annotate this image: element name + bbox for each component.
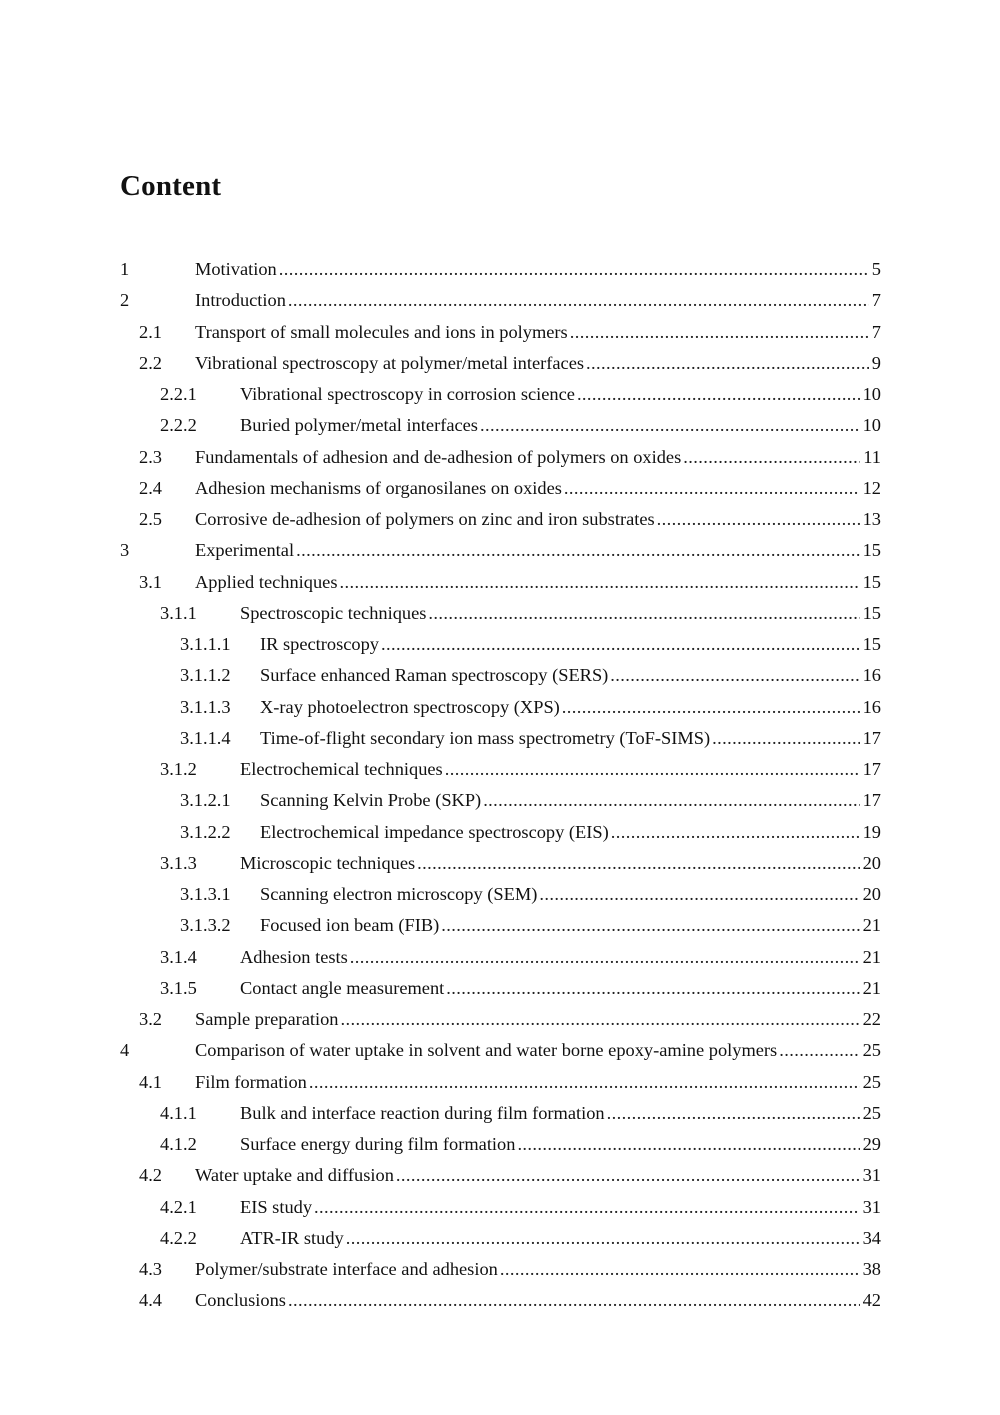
toc-entry-page-number: 31 bbox=[862, 1196, 881, 1217]
toc-entry-body bbox=[240, 1129, 881, 1160]
toc-entry-body bbox=[260, 817, 881, 848]
toc-entry-body bbox=[260, 629, 881, 660]
toc-entry-page-number: 25 bbox=[862, 1040, 881, 1061]
toc-entry-page-number: 42 bbox=[862, 1290, 881, 1311]
toc-dot-leader bbox=[428, 598, 859, 629]
toc-entry[interactable] bbox=[0, 317, 1000, 348]
toc-entry-page-number: 19 bbox=[862, 821, 881, 842]
toc-entry[interactable] bbox=[0, 535, 1000, 566]
toc-entry[interactable] bbox=[0, 942, 1000, 973]
toc-entry-number: 4.2.1 bbox=[160, 1196, 197, 1217]
toc-entry-body bbox=[260, 910, 881, 941]
toc-entry-page-number: 38 bbox=[862, 1259, 881, 1279]
toc-entry-number: 2.2.1 bbox=[160, 384, 197, 404]
toc-entry-label: Scanning Kelvin Probe (SKP) bbox=[260, 790, 482, 811]
toc-entry-page-number: 10 bbox=[862, 384, 881, 404]
toc-entry-label: Applied techniques bbox=[195, 571, 338, 592]
toc-entry-label: X-ray photoelectron spectroscopy (XPS) bbox=[260, 696, 560, 717]
toc-entry-number: 3.1.5 bbox=[160, 977, 197, 998]
toc-entry-label: Motivation bbox=[195, 259, 277, 279]
toc-dot-leader bbox=[350, 942, 860, 973]
toc-entry[interactable] bbox=[0, 1004, 1000, 1035]
toc-entry-label: Corrosive de-adhesion of polymers on zinc and iron substrates bbox=[195, 509, 655, 529]
toc-entry-page-number: 9 bbox=[871, 352, 881, 373]
toc-dot-leader bbox=[288, 1285, 860, 1316]
toc-dot-leader bbox=[586, 348, 869, 379]
toc-dot-leader bbox=[381, 629, 860, 660]
toc-entry[interactable] bbox=[0, 817, 1000, 848]
toc-dot-leader bbox=[296, 535, 860, 566]
toc-dot-leader bbox=[441, 910, 859, 941]
toc-entry-number: 3.1.1.1 bbox=[180, 634, 231, 654]
toc-entry-body bbox=[195, 348, 881, 379]
toc-entry-page-number: 10 bbox=[862, 415, 881, 436]
toc-entry-body bbox=[195, 285, 881, 316]
toc-dot-leader bbox=[564, 473, 860, 504]
toc-entry-label: Microscopic techniques bbox=[240, 852, 416, 873]
toc-entry-label: Comparison of water uptake in solvent and water borne epoxy-amine polymers bbox=[195, 1040, 778, 1061]
toc-entry-body bbox=[195, 317, 881, 348]
toc-dot-leader bbox=[611, 817, 860, 848]
toc-dot-leader bbox=[445, 754, 860, 785]
toc-entry-page-number: 17 bbox=[862, 790, 881, 811]
toc-entry-page-number: 17 bbox=[862, 727, 881, 748]
toc-dot-leader bbox=[446, 973, 859, 1004]
toc-entry[interactable] bbox=[0, 1129, 1000, 1160]
toc-dot-leader bbox=[539, 879, 859, 910]
toc-entry-number: 1 bbox=[120, 259, 130, 279]
toc-entry-body bbox=[240, 379, 881, 410]
toc-dot-leader bbox=[712, 723, 860, 754]
toc-entry-label: Spectroscopic techniques bbox=[240, 602, 427, 623]
toc-entry[interactable] bbox=[0, 379, 1000, 410]
toc-entry-body bbox=[240, 848, 881, 879]
toc-entry-body bbox=[195, 1254, 881, 1285]
toc-entry-body bbox=[240, 973, 881, 1004]
toc-entry-label: EIS study bbox=[240, 1196, 313, 1217]
toc-entry-label: Sample preparation bbox=[195, 1009, 339, 1029]
toc-entry-number: 2.2 bbox=[139, 352, 162, 373]
toc-entry-number: 3.1.1.3 bbox=[180, 696, 231, 717]
toc-entry-number: 4.1 bbox=[139, 1071, 162, 1092]
toc-dot-leader bbox=[570, 317, 869, 348]
toc-entry-number: 4.1.2 bbox=[160, 1134, 197, 1154]
toc-entry-number: 4 bbox=[120, 1040, 130, 1061]
toc-entry-body bbox=[195, 254, 881, 285]
toc-dot-leader bbox=[346, 1223, 860, 1254]
toc-entry-number: 3.1.1 bbox=[160, 602, 197, 623]
toc-entry-body bbox=[195, 473, 881, 504]
toc-entry-label: Electrochemical impedance spectroscopy (EIS) bbox=[260, 821, 609, 842]
toc-dot-leader bbox=[417, 848, 859, 879]
toc-entry[interactable] bbox=[0, 1160, 1000, 1191]
toc-dot-leader bbox=[340, 567, 860, 598]
toc-entry[interactable] bbox=[0, 692, 1000, 723]
toc-entry-number: 2 bbox=[120, 290, 130, 311]
toc-entry-label: Bulk and interface reaction during film formation bbox=[240, 1102, 605, 1123]
toc-entry[interactable] bbox=[0, 473, 1000, 504]
toc-entry-number: 4.2.2 bbox=[160, 1227, 197, 1248]
toc-entry-body bbox=[240, 942, 881, 973]
toc-entry[interactable] bbox=[0, 1098, 1000, 1129]
toc-dot-leader bbox=[607, 1098, 860, 1129]
toc-entry[interactable] bbox=[0, 1285, 1000, 1316]
toc-entry-page-number: 12 bbox=[862, 477, 881, 498]
toc-entry-label: IR spectroscopy bbox=[260, 634, 380, 654]
toc-entry[interactable] bbox=[0, 598, 1000, 629]
toc-entry-page-number: 16 bbox=[862, 696, 881, 717]
toc-entry-number: 3.1.2.2 bbox=[180, 821, 231, 842]
toc-entry-page-number: 20 bbox=[862, 852, 881, 873]
toc-entry-number: 3.1.2.1 bbox=[180, 790, 231, 811]
toc-dot-leader bbox=[657, 504, 860, 535]
toc-entry-page-number: 25 bbox=[862, 1102, 881, 1123]
toc-entry-body bbox=[195, 1285, 881, 1316]
toc-dot-leader bbox=[288, 285, 869, 316]
toc-entry-body bbox=[195, 1035, 881, 1066]
toc-entry-page-number: 34 bbox=[862, 1227, 881, 1248]
toc-dot-leader bbox=[577, 379, 860, 410]
toc-entry[interactable] bbox=[0, 723, 1000, 754]
toc-entry-page-number: 5 bbox=[871, 259, 881, 279]
toc-entry-label: Buried polymer/metal interfaces bbox=[240, 415, 478, 436]
toc-entry-page-number: 13 bbox=[862, 509, 881, 529]
toc-dot-leader bbox=[480, 410, 860, 441]
toc-entry-body bbox=[240, 1098, 881, 1129]
toc-entry[interactable] bbox=[0, 348, 1000, 379]
toc-entry-number: 4.1.1 bbox=[160, 1102, 197, 1123]
toc-entry-body bbox=[195, 535, 881, 566]
toc-entry-page-number: 15 bbox=[862, 634, 881, 654]
toc-entry[interactable] bbox=[0, 504, 1000, 535]
toc-entry-number: 2.1 bbox=[139, 321, 162, 342]
toc-entry-body bbox=[240, 1192, 881, 1223]
toc-entry-body bbox=[260, 660, 881, 691]
toc-entry-body bbox=[260, 879, 881, 910]
toc-entry[interactable] bbox=[0, 254, 1000, 285]
toc-entry-body bbox=[240, 410, 881, 441]
toc-dot-leader bbox=[314, 1192, 860, 1223]
toc-dot-leader bbox=[500, 1254, 860, 1285]
toc-entry-page-number: 21 bbox=[862, 915, 881, 936]
toc-entry[interactable] bbox=[0, 973, 1000, 1004]
toc-entry-number: 2.4 bbox=[139, 477, 162, 498]
toc-entry-body bbox=[260, 785, 881, 816]
table-of-contents bbox=[0, 254, 1000, 1317]
toc-dot-leader bbox=[279, 254, 869, 285]
toc-dot-leader bbox=[683, 442, 860, 473]
toc-entry-page-number: 21 bbox=[862, 977, 881, 998]
toc-entry[interactable] bbox=[0, 910, 1000, 941]
toc-entry-page-number: 11 bbox=[863, 446, 881, 467]
toc-entry-label: Vibrational spectroscopy at polymer/metal interfaces bbox=[195, 352, 585, 373]
toc-entry[interactable] bbox=[0, 629, 1000, 660]
toc-entry-body bbox=[195, 504, 881, 535]
toc-entry-number: 2.3 bbox=[139, 446, 162, 467]
toc-entry-label: Focused ion beam (FIB) bbox=[260, 915, 440, 936]
toc-entry-body bbox=[240, 598, 881, 629]
toc-entry[interactable] bbox=[0, 785, 1000, 816]
toc-dot-leader bbox=[779, 1035, 859, 1066]
toc-entry-number: 3.1.1.2 bbox=[180, 665, 231, 686]
toc-entry-page-number: 16 bbox=[862, 665, 881, 686]
toc-entry-label: Contact angle measurement bbox=[240, 977, 445, 998]
toc-entry[interactable] bbox=[0, 660, 1000, 691]
toc-entry-label: Conclusions bbox=[195, 1290, 286, 1311]
toc-entry-body bbox=[260, 692, 881, 723]
toc-entry-body bbox=[240, 1223, 881, 1254]
toc-entry-number: 3.1.3.2 bbox=[180, 915, 231, 936]
toc-entry-number: 2.5 bbox=[139, 509, 162, 529]
toc-entry-body bbox=[195, 442, 881, 473]
toc-entry-body bbox=[195, 1004, 881, 1035]
toc-entry-body bbox=[195, 1067, 881, 1098]
toc-entry[interactable] bbox=[0, 1067, 1000, 1098]
toc-entry-number: 3 bbox=[120, 540, 130, 561]
toc-dot-leader bbox=[562, 692, 860, 723]
toc-entry-label: Surface enhanced Raman spectroscopy (SERS) bbox=[260, 665, 609, 686]
toc-entry-label: Time-of-flight secondary ion mass spectrometry (ToF-SIMS) bbox=[260, 727, 711, 748]
toc-entry-number: 2.2.2 bbox=[160, 415, 197, 436]
toc-entry-number: 3.1.2 bbox=[160, 759, 197, 779]
toc-entry-number: 3.1.3 bbox=[160, 852, 197, 873]
toc-entry-body bbox=[195, 1160, 881, 1191]
toc-entry-number: 4.4 bbox=[139, 1290, 162, 1311]
toc-entry-page-number: 7 bbox=[871, 290, 881, 311]
toc-dot-leader bbox=[610, 660, 859, 691]
toc-entry[interactable] bbox=[0, 285, 1000, 316]
toc-entry-page-number: 25 bbox=[862, 1071, 881, 1092]
toc-entry[interactable] bbox=[0, 1223, 1000, 1254]
toc-entry-page-number: 21 bbox=[862, 946, 881, 967]
toc-entry[interactable] bbox=[0, 1035, 1000, 1066]
toc-dot-leader bbox=[483, 785, 859, 816]
toc-entry-label: Water uptake and diffusion bbox=[195, 1165, 394, 1186]
toc-entry-number: 3.1.3.1 bbox=[180, 884, 231, 904]
toc-entry[interactable] bbox=[0, 848, 1000, 879]
toc-entry-page-number: 7 bbox=[871, 321, 881, 342]
toc-entry[interactable] bbox=[0, 410, 1000, 441]
toc-entry-label: Electrochemical techniques bbox=[240, 759, 443, 779]
toc-entry[interactable] bbox=[0, 754, 1000, 785]
toc-entry-label: Surface energy during film formation bbox=[240, 1134, 516, 1154]
toc-entry-page-number: 22 bbox=[862, 1009, 881, 1029]
toc-entry-number: 3.1.4 bbox=[160, 946, 197, 967]
toc-entry-page-number: 29 bbox=[862, 1134, 881, 1154]
toc-dot-leader bbox=[396, 1160, 860, 1191]
toc-entry-label: Vibrational spectroscopy in corrosion science bbox=[240, 384, 575, 404]
toc-entry-page-number: 15 bbox=[862, 540, 881, 561]
toc-dot-leader bbox=[341, 1004, 860, 1035]
toc-entry[interactable] bbox=[0, 879, 1000, 910]
toc-entry-label: Introduction bbox=[195, 290, 286, 311]
toc-entry-number: 3.2 bbox=[139, 1009, 162, 1029]
toc-entry-number: 3.1.1.4 bbox=[180, 727, 231, 748]
page-title: Content bbox=[120, 170, 222, 202]
toc-entry-label: ATR-IR study bbox=[240, 1227, 344, 1248]
toc-entry-label: Fundamentals of adhesion and de-adhesion of polymers on oxides bbox=[195, 446, 682, 467]
toc-entry-body bbox=[240, 754, 881, 785]
toc-entry-body bbox=[195, 567, 881, 598]
toc-entry-label: Film formation bbox=[195, 1071, 307, 1092]
toc-entry-page-number: 31 bbox=[862, 1165, 881, 1186]
toc-entry-label: Experimental bbox=[195, 540, 295, 561]
toc-dot-leader bbox=[517, 1129, 859, 1160]
toc-entry[interactable] bbox=[0, 567, 1000, 598]
toc-entry-label: Adhesion tests bbox=[240, 946, 348, 967]
toc-entry-number: 4.2 bbox=[139, 1165, 162, 1186]
toc-entry-page-number: 15 bbox=[862, 602, 881, 623]
toc-entry[interactable] bbox=[0, 1254, 1000, 1285]
toc-entry[interactable] bbox=[0, 1192, 1000, 1223]
toc-entry-label: Adhesion mechanisms of organosilanes on oxides bbox=[195, 477, 562, 498]
toc-entry-number: 3.1 bbox=[139, 571, 162, 592]
toc-entry-label: Scanning electron microscopy (SEM) bbox=[260, 884, 538, 904]
toc-entry-label: Polymer/substrate interface and adhesion bbox=[195, 1259, 498, 1279]
toc-entry-page-number: 15 bbox=[862, 571, 881, 592]
toc-entry-page-number: 17 bbox=[862, 759, 881, 779]
toc-entry-number: 4.3 bbox=[139, 1259, 162, 1279]
toc-entry-body bbox=[260, 723, 881, 754]
toc-entry-page-number: 20 bbox=[862, 884, 881, 904]
toc-entry-label: Transport of small molecules and ions in polymers bbox=[195, 321, 568, 342]
toc-dot-leader bbox=[309, 1067, 860, 1098]
toc-entry[interactable] bbox=[0, 442, 1000, 473]
